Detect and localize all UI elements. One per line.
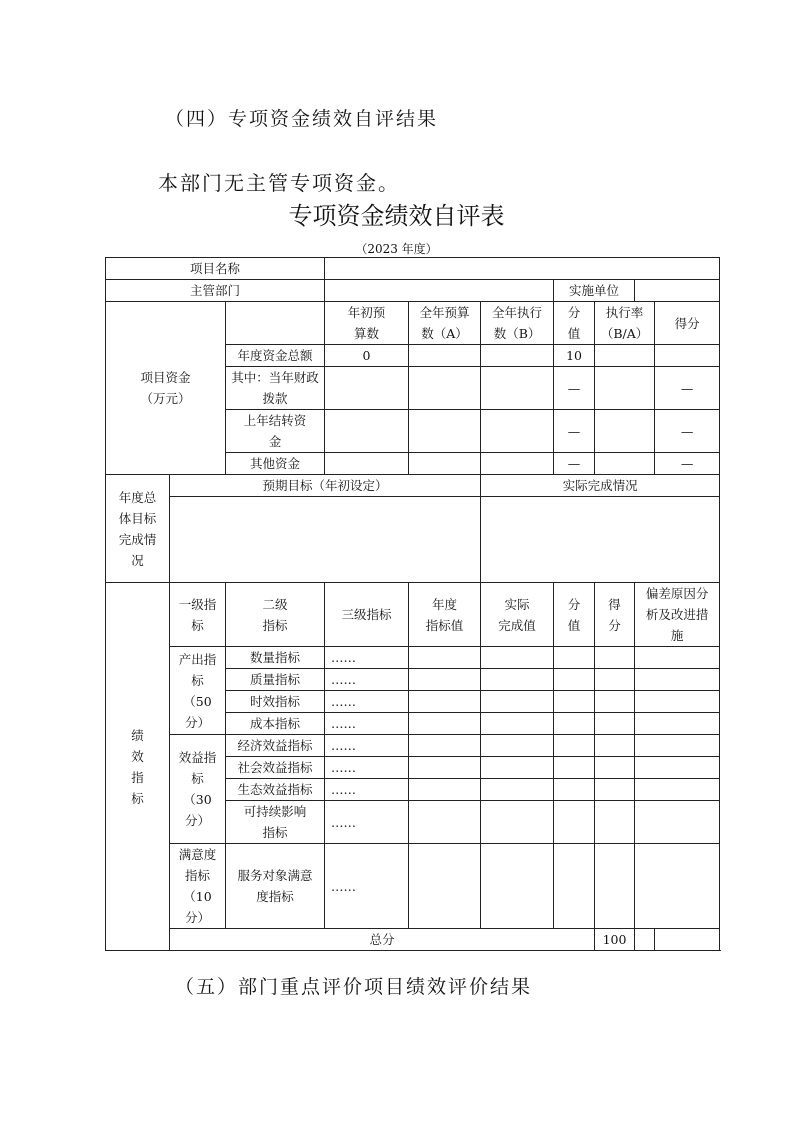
indicator-row [106, 647, 720, 669]
total-row [106, 929, 720, 951]
dept-label: 主管部门 [106, 280, 325, 302]
funds-header-row [106, 302, 720, 345]
indicator-label: 时效指标 [226, 691, 325, 713]
project-name-row [106, 258, 720, 280]
benefit-group: 效益指 标 （30 分） [170, 735, 226, 844]
indicator-label: 社会效益指标 [226, 757, 325, 779]
col-full-budget: 全年预算 数（A） [409, 302, 481, 345]
total-init-value: 0 [325, 345, 409, 367]
dots: …… [325, 713, 409, 735]
expected-goal-content [170, 497, 481, 583]
dots: …… [325, 844, 409, 929]
col-score: 得分 [655, 302, 720, 345]
dots: …… [325, 691, 409, 713]
h-score-val: 分 值 [554, 583, 595, 647]
actual-completion-header: 实际完成情况 [481, 475, 720, 497]
dash: — [655, 453, 720, 475]
dash: — [554, 453, 595, 475]
indicator-label: 成本指标 [226, 713, 325, 735]
col-score-val: 分 值 [554, 302, 595, 345]
dept-row [106, 280, 720, 302]
total-funds-label: 年度资金总额 [226, 345, 325, 367]
dots: …… [325, 647, 409, 669]
dots: …… [325, 757, 409, 779]
total-score-val: 10 [554, 345, 595, 367]
indicator-row [106, 844, 720, 929]
indicator-row [106, 735, 720, 757]
h-level2: 二级 指标 [226, 583, 325, 647]
project-name-label: 项目名称 [106, 258, 325, 280]
dots: …… [325, 779, 409, 801]
other-funds-label: 其他资金 [226, 453, 325, 475]
indicator-label: 生态效益指标 [226, 779, 325, 801]
h-annual: 年度 指标值 [409, 583, 481, 647]
section-four-heading: （四）专项资金绩效自评结果 [165, 108, 439, 130]
h-level3: 三级指标 [325, 583, 409, 647]
indicator-label: 可持续影响 指标 [226, 801, 325, 844]
dots: …… [325, 669, 409, 691]
col-full-exec: 全年执行 数（B） [481, 302, 554, 345]
total-value: 100 [595, 929, 635, 951]
indicators-label: 绩 效 指 标 [106, 583, 170, 951]
dash: — [655, 410, 720, 453]
funds-label: 项目资金 （万元） [106, 302, 226, 475]
fiscal-label: 其中：当年财政拨款 [226, 367, 325, 410]
h-level1: 一级指 标 [170, 583, 226, 647]
dash: — [554, 410, 595, 453]
impl-unit-value [635, 280, 720, 302]
h-score: 得 分 [595, 583, 635, 647]
expected-goal-header: 预期目标（年初设定） [170, 475, 481, 497]
no-special-funds-note: 本部门无主管专项资金。 [158, 171, 400, 195]
col-exec-rate: 执行率 （B/A） [595, 302, 655, 345]
impl-unit-label: 实施单位 [554, 280, 635, 302]
h-actual: 实际 完成值 [481, 583, 554, 647]
carryover-label: 上年结转资 金 [226, 410, 325, 453]
goals-header-row [106, 475, 720, 497]
actual-completion-content [481, 497, 720, 583]
col-init-budget: 年初预 算数 [325, 302, 409, 345]
goals-content-row [106, 497, 720, 583]
indicator-label: 数量指标 [226, 647, 325, 669]
output-group: 产出指 标 （50 分） [170, 647, 226, 735]
satisfaction-group: 满意度 指标 （10 分） [170, 844, 226, 929]
dots: …… [325, 801, 409, 844]
year-label: （2023 年度） [355, 242, 438, 256]
dots: …… [325, 735, 409, 757]
section-five-heading: （五）部门重点评价项目绩效评价结果 [175, 976, 533, 998]
table-title: 专项资金绩效自评表 [288, 202, 505, 230]
goals-label: 年度总 体目标 完成情 况 [106, 475, 170, 583]
self-evaluation-table [105, 257, 720, 951]
indicator-label: 质量指标 [226, 669, 325, 691]
dept-value [325, 280, 554, 302]
dash: — [655, 367, 720, 410]
project-name-value [325, 258, 720, 280]
indicator-header-row [106, 583, 720, 647]
funds-blank [226, 302, 325, 345]
dash: — [554, 367, 595, 410]
total-label: 总分 [170, 929, 595, 951]
h-reason: 偏差原因分 析及改进措 施 [635, 583, 720, 647]
indicator-label: 服务对象满意 度指标 [226, 844, 325, 929]
indicator-label: 经济效益指标 [226, 735, 325, 757]
